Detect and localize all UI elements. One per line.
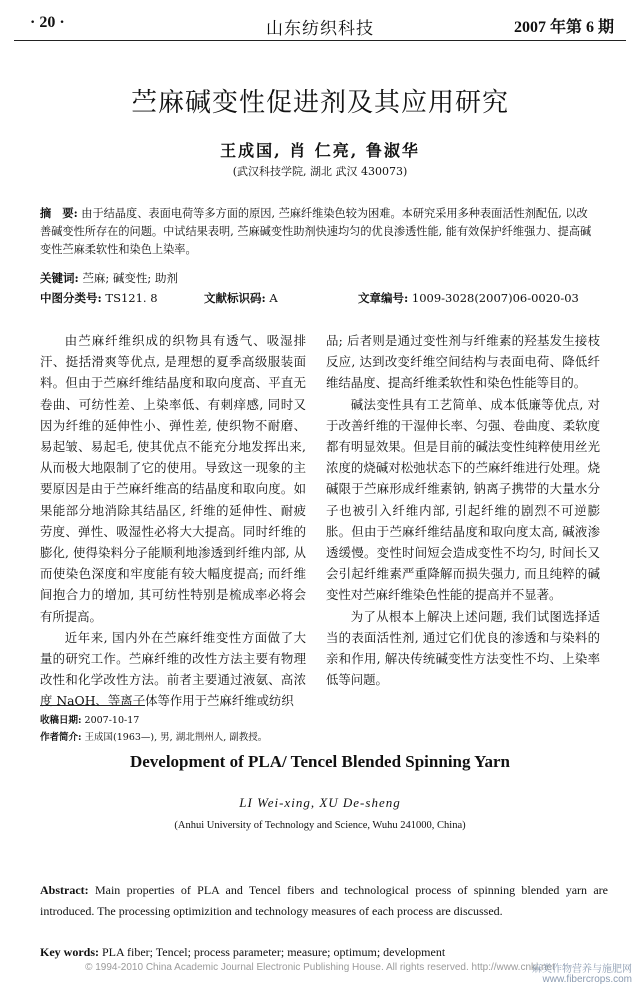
received-date bbox=[40, 712, 139, 726]
english-abstract bbox=[40, 880, 608, 922]
body-column-left bbox=[40, 330, 306, 712]
abstract-cn bbox=[40, 204, 596, 259]
english-authors: LI Wei-xing, XU De-sheng bbox=[239, 795, 401, 810]
clc-code bbox=[40, 290, 158, 306]
authors: 王成国, 肖 仁亮, 鲁淑华 bbox=[220, 141, 420, 160]
english-affiliation: (Anhui University of Technology and Science, Wuhu 241000, China) bbox=[174, 820, 466, 831]
affiliation: (武汉科技学院, 湖北 武汉 430073) bbox=[232, 165, 408, 178]
paragraph: 品; 后者则是通过变性剂与纤维素的羟基发生接枝反应, 达到改变纤维空间结构与表面电荷、降低纤维结晶度、提高纤维柔软性和染色性能等目的。 bbox=[326, 333, 600, 391]
article-title: 苎麻碱变性促进剂及其应用研究 bbox=[130, 88, 509, 118]
article-no-value: 1009-3028(2007)06-0020-03 bbox=[411, 291, 579, 305]
header-rule bbox=[14, 40, 626, 41]
clc-value: TS121. 8 bbox=[105, 291, 158, 305]
footnote-rule bbox=[40, 705, 145, 706]
keywords-cn bbox=[40, 270, 178, 286]
watermark-site-name: 麻类作物营养与施肥网 bbox=[532, 964, 632, 975]
doc-code-label: 文献标识码: bbox=[204, 291, 266, 305]
received-label: 收稿日期: bbox=[40, 715, 82, 726]
english-keywords-text: PLA fiber; Tencel; process parameter; measure; optimum; development bbox=[102, 945, 446, 959]
paragraph: 碱法变性具有工艺简单、成本低廉等优点, 对于改善纤维的干湿伸长率、匀强、卷曲度、柔软度都有明显效果。但是目前的碱法变性纯粹使用丝光浓度的烧碱对松弛状态下的苎麻纤维进行处理。烧碱限于苎麻形成纤维素钠, 钠离子携带的大量水分子也被引入纤维内部, 引起纤维的剧烈不可逆膨胀。但由于苎麻纤维结晶度和取向度太高, 碱液渗透缓慢。变性时间短会造成变性不均匀, 时间长又会引起纤维素严重降解而损失强力, 而且纯粹的碱变性对苎麻纤维染色性能的提高并不显著。 bbox=[326, 396, 600, 603]
doc-code-value: A bbox=[269, 291, 278, 305]
document-code bbox=[204, 290, 278, 306]
journal-name: 山东纺织科技 bbox=[266, 19, 374, 39]
keywords-text: 苎麻; 碱变性; 助剂 bbox=[82, 271, 178, 285]
english-keywords-label: Key words: bbox=[40, 945, 99, 959]
author-bio-label: 作者简介: bbox=[40, 732, 82, 743]
paragraph: 为了从根本上解决上述问题, 我们试图选择适当的表面活性剂, 通过它们优良的渗透和与染料的亲和作用, 解决传统碱变性方法变性不均、上染率低等问题。 bbox=[326, 608, 600, 688]
issue-number: 2007 年第 6 期 bbox=[513, 19, 614, 36]
article-number bbox=[358, 290, 579, 306]
english-keywords bbox=[40, 945, 608, 960]
english-abstract-text: Main properties of PLA and Tencel fibers and technological process of spinning blended yarn are introduced. The processing optimizition and technology measures of each process are discussed. bbox=[40, 883, 608, 918]
keywords-label: 关键词: bbox=[40, 271, 79, 285]
clc-label: 中图分类号: bbox=[40, 291, 102, 305]
page-number: · 20 · bbox=[30, 14, 65, 31]
english-abstract-label: Abstract: bbox=[40, 883, 89, 897]
watermark-url: www.fibercrops.com bbox=[542, 974, 632, 985]
abstract-text: 由于结晶度、表面电荷等多方面的原因, 苎麻纤维染色较为困难。本研究采用多种表面活性剂配伍, 以改善碱变性所存在的问题。中试结果表明, 苎麻碱变性助剂快速均匀的优良渗透性能, 能有效保护纤维强力、提高碱变性苎麻柔软性和染色上染率。 bbox=[40, 207, 592, 256]
received-value: 2007-10-17 bbox=[84, 715, 140, 726]
body-column-right bbox=[326, 330, 600, 690]
abstract-label: 摘 要: bbox=[40, 206, 78, 220]
author-bio-value: 王成国(1963—), 男, 湖北荆州人, 副教授。 bbox=[84, 732, 268, 743]
paragraph: 由苎麻纤维织成的织物具有透气、吸湿排汗、挺括滑爽等优点, 是理想的夏季高级服装面料。但由于苎麻纤维结晶度和取向度高、平直无卷曲、可纺性差、上染率低、有刺痒感, 同时又因为纤维的延伸性小、弹性差, 使织物不耐磨、易起皱、易起毛, 使其优点不能充分地发挥出来, 从而极大地限制了它的使用。导致这一现象的主要原因是由于苎麻纤维高的结晶度和取向度。如果能部分地消除其结晶区, 纤维的延伸性、耐疲劳度、弹性、吸湿性必将大大提高。同时纤维的膨化, 使得染料分子能顺利地渗透到纤维内部, 从而使染色深度和牢度能有较大幅度提高; 而纤维间抱合力的增加, 其可纺性特别是梳成率必将会有所提高。 bbox=[40, 333, 306, 624]
copyright-notice: © 1994-2010 China Academic Journal Electronic Publishing House. All rights reserved. http://www.cnki.net bbox=[85, 962, 555, 973]
article-no-label: 文章编号: bbox=[358, 291, 409, 305]
english-title: Development of PLA/ Tencel Blended Spinning Yarn bbox=[129, 752, 511, 771]
author-bio bbox=[40, 729, 267, 743]
paragraph: 近年来, 国内外在苎麻纤维变性方面做了大量的研究工作。苎麻纤维的改性方法主要有物理改性和化学改性方法。前者主要通过液氨、高浓度 NaOH、等离子体等作用于苎麻纤维或纺织 bbox=[40, 629, 306, 709]
